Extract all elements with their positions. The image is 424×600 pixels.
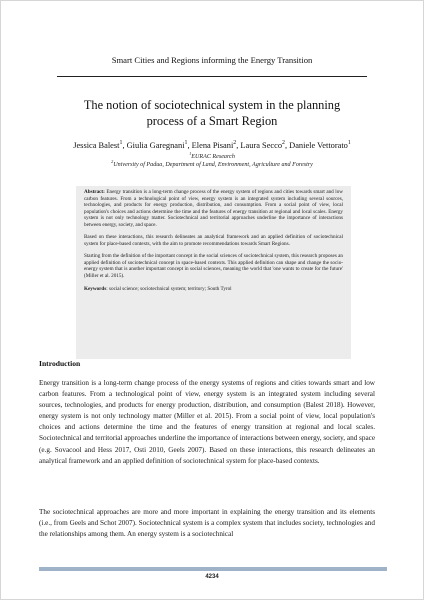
author-name: Laura Secco xyxy=(240,141,283,150)
paper-title-line-2: process of a Smart Region xyxy=(146,114,278,128)
author-name: Giulia Garegnani xyxy=(126,141,185,150)
author-affil-mark: 1 xyxy=(119,140,123,147)
author-name: Jessica Balest xyxy=(73,141,120,150)
body-paragraph-1: Energy transition is a long-term change process of the energy systems of regions and cities towards smart and low carbon features. From a technological point of view, energy system is an integrated system including several sources, technologies, and products for energy production, distribution, and consumption (Balest 2018). However, energy system is not only technology matter (Miller et al. 2015). From a social point of view, local population's choices and actions determine the time and the features of energy transition at regional and local scales. Sociotechnical and territorial approaches underline the importance of interactions between energy, society, and space (e.g. Sovacool and Hess 2017, Osti 2010, Geels 2007). Based on these interactions, this research delineates an analytical framework and an applied definition of sociotechnical system for place-based contexts. xyxy=(39,379,376,465)
header-rule xyxy=(57,76,367,77)
author-affil-mark: 1 xyxy=(184,140,188,147)
body-paragraph-2: The sociotechnical approaches are more and more important in explaining the energy transition and its elements (i.e., from Geels and Schot 2007). Sociotechnical system is a complex system that includes society, technologies and the relationships among them. An energy system is a sociotechnical xyxy=(39,508,375,539)
keywords-label: Keywords xyxy=(84,285,107,292)
abstract-box xyxy=(76,186,351,359)
paper-title xyxy=(61,97,363,129)
affiliation-2: $^2$University of Padua, Department of Land, Environment, Agriculture and Forestry xyxy=(111,158,313,168)
page-number: 4234 xyxy=(205,574,219,580)
abstract-label: Abstract: xyxy=(84,189,105,195)
author-affil-mark: 2 xyxy=(233,140,237,147)
author-affil-mark: 1 xyxy=(347,140,351,147)
paper-title-line-1: The notion of sociotechnical system in the planning xyxy=(83,98,341,112)
author-affil-mark: 2 xyxy=(282,140,285,147)
affiliation-1: $^1$EURAC Research xyxy=(189,150,235,160)
author-name: Elena Pisani xyxy=(191,141,234,150)
abstract-paragraph-2: Based on these interactions, this research delineates an analytical framework and an applied definition of sociotechnical system for place-based contexts, with the aim to promote recommendations towards Smart Regions. xyxy=(84,234,343,247)
author-name: Daniele Vettorato xyxy=(289,141,348,150)
keywords-line: Keywords: social science; sociotechnical system; territory; South Tyrol xyxy=(84,285,232,292)
section-heading-introduction: Introduction xyxy=(39,359,81,368)
running-header: Smart Cities and Regions informing the Energy Transition xyxy=(111,55,313,65)
footer-band xyxy=(39,567,387,571)
abstract-paragraph-1: Abstract: Energy transition is a long-term change process of the energy system of regions and cities towards smart and low carbon features. From a technological point of view, energy system is an integrated system including several sources, technologies, and products for energy production, distribution, and consumption. From a social point of view, local population's choices and actions determine the time and the features of energy transition at regional and local scales. Energy system is not only technology matter. Sociotechnical and territorial approaches underline the importance of interactions between energy, society, and space. xyxy=(84,189,343,228)
abstract-paragraph-3: Starting from the definition of the important concept in the social sciences of sociotechnical system, this research proposes an applied definition of sociotechnical concept in space-based contexts. This applied definition can shape and change the socio-energy system that is another important concept in social sciences, meaning the world that 'one wants to create for the future' (Miller et al. 2015). xyxy=(84,253,343,280)
author-list: Jessica Balest$^1$, Giulia Garegnani$^1$, Elena Pisani$^2$, Laura Secco$^2$, Daniele Vettorato$^1$ xyxy=(73,140,351,150)
